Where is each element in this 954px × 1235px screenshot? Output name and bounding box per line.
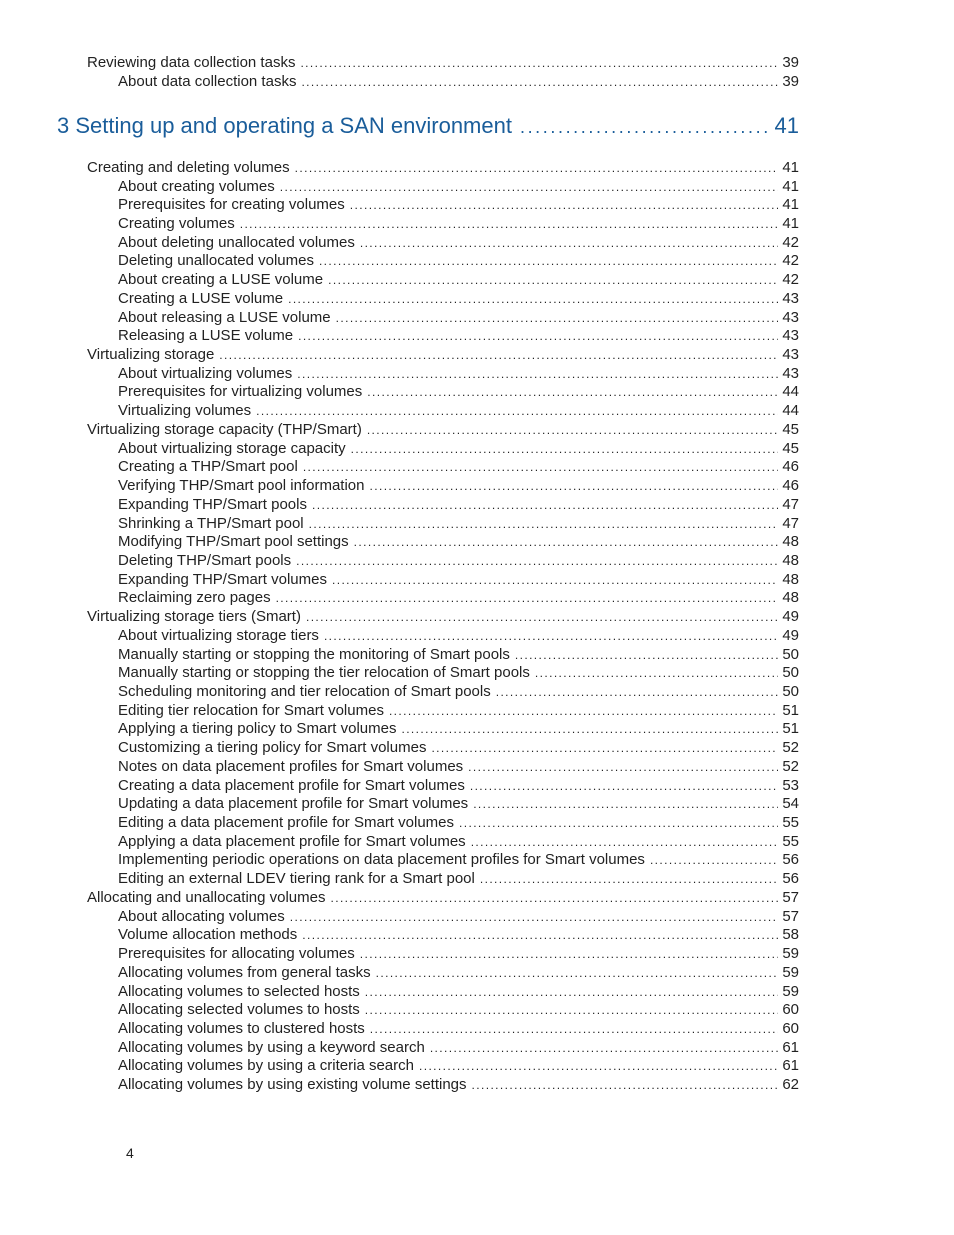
toc-subsection-entry[interactable] [118, 833, 799, 852]
dot-leader [319, 252, 778, 270]
entry-page: 39 [782, 72, 799, 90]
toc-subsection-entry[interactable] [118, 983, 799, 1002]
page-number: 4 [126, 1145, 134, 1161]
toc-subsection-entry[interactable] [118, 851, 799, 870]
entry-title: Applying a tiering policy to Smart volumes [118, 720, 397, 738]
toc-subsection-entry[interactable] [118, 964, 799, 983]
dot-leader [459, 814, 778, 832]
entry-page: 39 [782, 54, 799, 71]
dot-leader [288, 290, 778, 308]
toc-subsection-entry[interactable] [118, 683, 799, 702]
entry-page: 41 [782, 177, 799, 195]
toc-subsection-entry[interactable] [118, 458, 799, 477]
toc-subsection-entry[interactable] [118, 1001, 799, 1020]
entry-title: Modifying THP/Smart pool settings [118, 533, 349, 551]
dot-leader [472, 1076, 779, 1094]
dot-leader [535, 664, 778, 682]
entry-page: 55 [782, 832, 799, 850]
entry-page: 48 [782, 533, 799, 551]
entry-page: 59 [782, 963, 799, 981]
toc-section-entry[interactable] [87, 608, 799, 627]
dot-leader [219, 346, 778, 364]
entry-page: 50 [782, 682, 799, 700]
entry-page: 48 [782, 570, 799, 588]
dot-leader [351, 440, 779, 458]
toc-subsection-entry[interactable] [118, 908, 799, 927]
dot-leader [360, 234, 778, 252]
toc-subsection-entry[interactable] [118, 627, 799, 646]
entry-title: Reviewing data collection tasks [87, 54, 296, 71]
toc-subsection-entry[interactable] [118, 589, 799, 608]
toc-subsection-entry[interactable] [118, 402, 799, 421]
entry-page: 44 [782, 402, 799, 420]
dot-leader [650, 851, 778, 869]
entry-title: Prerequisites for creating volumes [118, 196, 345, 214]
dot-leader [376, 964, 779, 982]
toc-subsection-entry[interactable] [118, 73, 799, 92]
entry-title: Implementing periodic operations on data placement profiles for Smart volumes [118, 851, 645, 869]
entry-title: Creating a LUSE volume [118, 289, 284, 307]
entry-page: 60 [782, 1019, 799, 1037]
entry-title: About virtualizing volumes [118, 364, 293, 382]
toc-subsection-entry[interactable] [118, 777, 799, 796]
entry-title: Reclaiming zero pages [118, 589, 271, 607]
entry-title: Allocating volumes from general tasks [118, 963, 371, 981]
entry-title: Allocating volumes to selected hosts [118, 982, 360, 1000]
dot-leader [336, 309, 779, 327]
entry-title: About allocating volumes [118, 907, 285, 925]
entry-title: Editing tier relocation for Smart volumes [118, 701, 384, 719]
entry-title: Scheduling monitoring and tier relocation of Smart pools [118, 682, 491, 700]
dot-leader [276, 589, 779, 607]
toc-subsection-entry[interactable] [118, 271, 799, 290]
dot-leader [324, 627, 778, 645]
entry-page: 43 [782, 327, 799, 345]
toc-subsection-entry[interactable] [118, 1020, 799, 1039]
dot-leader [471, 833, 779, 851]
entry-page: 62 [782, 1076, 799, 1094]
entry-page: 41 [782, 158, 799, 176]
entry-page: 55 [782, 814, 799, 832]
entry-page: 47 [782, 495, 799, 513]
entry-title: Prerequisites for allocating volumes [118, 945, 355, 963]
entry-page: 43 [782, 289, 799, 307]
toc-subsection-entry[interactable] [118, 1057, 799, 1076]
entry-page: 61 [782, 1057, 799, 1075]
entry-page: 47 [782, 514, 799, 532]
entry-page: 42 [782, 271, 799, 289]
entry-title: Volume allocation methods [118, 926, 298, 944]
dot-leader [370, 1020, 779, 1038]
dot-leader [473, 795, 778, 813]
toc-subsection-entry[interactable] [118, 814, 799, 833]
dot-leader [303, 458, 779, 476]
dot-leader [240, 215, 779, 233]
entry-title: Manually starting or stopping the monitoring of Smart pools [118, 645, 510, 663]
toc-subsection-entry[interactable] [118, 552, 799, 571]
toc-subsection-entry[interactable] [118, 533, 799, 552]
entry-title: Virtualizing volumes [118, 402, 252, 420]
entry-title: Virtualizing storage tiers (Smart) [87, 608, 301, 626]
entry-title: Creating a data placement profile for Smart volumes [118, 776, 465, 794]
toc-subsection-entry[interactable] [118, 234, 799, 253]
entry-page: 56 [782, 851, 799, 869]
entry-page: 46 [782, 458, 799, 476]
dot-leader [280, 178, 779, 196]
dot-leader [360, 945, 779, 963]
dot-leader [295, 159, 779, 177]
toc-section-entry[interactable] [87, 889, 799, 908]
entry-title: Allocating volumes by using a criteria search [118, 1057, 414, 1075]
entry-page: 59 [782, 982, 799, 1000]
dot-leader [350, 196, 779, 214]
entry-page: 51 [782, 720, 799, 738]
entry-title: Editing an external LDEV tiering rank for a Smart pool [118, 870, 475, 888]
toc-subsection-entry[interactable] [118, 440, 799, 459]
entry-page: 61 [782, 1038, 799, 1056]
entry-page: 45 [782, 420, 799, 438]
dot-leader [367, 383, 778, 401]
dot-leader [496, 683, 779, 701]
entry-title: Deleting THP/Smart pools [118, 551, 292, 569]
toc-subsection-entry[interactable] [118, 365, 799, 384]
dot-leader [312, 496, 778, 514]
toc-subsection-entry[interactable] [118, 795, 799, 814]
entry-page: 44 [782, 383, 799, 401]
toc-subsection-entry[interactable] [118, 720, 799, 739]
dot-leader [306, 608, 778, 626]
entry-page: 57 [782, 888, 799, 906]
entry-title: Prerequisites for virtualizing volumes [118, 383, 363, 401]
dot-leader [401, 720, 778, 738]
toc-subsection-entry[interactable] [118, 215, 799, 234]
toc-section-entry[interactable] [87, 346, 799, 365]
entry-page: 42 [782, 233, 799, 251]
entry-page: 43 [782, 364, 799, 382]
dot-leader [256, 402, 778, 420]
toc-subsection-entry[interactable] [118, 664, 799, 683]
dot-leader [470, 777, 778, 795]
dot-leader [332, 571, 778, 589]
dot-leader [330, 889, 778, 907]
dot-leader [302, 926, 778, 944]
entry-page: 53 [782, 776, 799, 794]
entry-page: 57 [782, 907, 799, 925]
toc-subsection-entry[interactable] [118, 196, 799, 215]
entry-page: 46 [782, 477, 799, 495]
entry-page: 59 [782, 945, 799, 963]
entry-page: 45 [782, 439, 799, 457]
toc-subsection-entry[interactable] [118, 926, 799, 945]
entry-title: Expanding THP/Smart volumes [118, 570, 327, 588]
entry-title: Customizing a tiering policy for Smart volumes [118, 739, 427, 757]
entry-title: Updating a data placement profile for Smart volumes [118, 795, 469, 813]
dot-leader [301, 73, 778, 91]
toc-subsection-entry[interactable] [118, 945, 799, 964]
toc-section-entry[interactable] [87, 159, 799, 178]
dot-leader [370, 477, 779, 495]
entry-title: Allocating and unallocating volumes [87, 888, 326, 906]
entry-page: 48 [782, 589, 799, 607]
dot-leader [431, 739, 778, 757]
entry-title: Shrinking a THP/Smart pool [118, 514, 304, 532]
entry-page: 43 [782, 346, 799, 364]
dot-leader [298, 327, 778, 345]
entry-page: 41 [782, 196, 799, 214]
entry-title: Editing a data placement profile for Smart volumes [118, 814, 454, 832]
dot-leader [365, 1001, 779, 1019]
entry-page: 41 [782, 214, 799, 232]
toc-subsection-entry[interactable] [118, 496, 799, 515]
dot-leader [515, 646, 778, 664]
dot-leader [354, 533, 779, 551]
entry-title: Allocating selected volumes to hosts [118, 1001, 360, 1019]
toc-subsection-entry[interactable] [118, 758, 799, 777]
dot-leader [430, 1039, 778, 1057]
chapter-heading[interactable] [57, 113, 799, 140]
dot-leader [480, 870, 778, 888]
toc-subsection-entry[interactable] [118, 252, 799, 271]
entry-page: 42 [782, 252, 799, 270]
entry-page: 51 [782, 701, 799, 719]
entry-page: 56 [782, 870, 799, 888]
dot-leader [365, 983, 779, 1001]
dot-leader [328, 271, 778, 289]
entry-title: Creating a THP/Smart pool [118, 458, 298, 476]
toc-subsection-entry[interactable] [118, 870, 799, 889]
entry-page: 50 [782, 664, 799, 682]
toc-subsection-entry[interactable] [118, 477, 799, 496]
toc-section-entry[interactable] [87, 421, 799, 440]
chapter-title: 3 Setting up and operating a SAN environment [57, 113, 512, 138]
entry-title: Allocating volumes by using existing volume settings [118, 1076, 467, 1094]
toc-subsection-entry[interactable] [118, 309, 799, 328]
entry-page: 48 [782, 551, 799, 569]
dot-leader [297, 365, 778, 383]
entry-title: Notes on data placement profiles for Smart volumes [118, 757, 464, 775]
dot-leader [296, 552, 778, 570]
dot-leader [290, 908, 779, 926]
dot-leader [468, 758, 778, 776]
chapter-page: 41 [774, 113, 799, 138]
entry-page: 58 [782, 926, 799, 944]
entry-title: About releasing a LUSE volume [118, 308, 331, 326]
entry-title: Virtualizing storage capacity (THP/Smart) [87, 420, 362, 438]
dot-leader [520, 114, 769, 140]
entry-page: 43 [782, 308, 799, 326]
entry-title: About virtualizing storage capacity [118, 439, 346, 457]
dot-leader [419, 1057, 778, 1075]
toc-subsection-entry[interactable] [118, 178, 799, 197]
toc-subsection-entry[interactable] [118, 739, 799, 758]
entry-title: Deleting unallocated volumes [118, 252, 314, 270]
toc-subsection-entry[interactable] [118, 383, 799, 402]
entry-title: About creating a LUSE volume [118, 271, 324, 289]
entry-title: Applying a data placement profile for Smart volumes [118, 832, 466, 850]
entry-title: About virtualizing storage tiers [118, 626, 319, 644]
entry-title: Virtualizing storage [87, 346, 215, 364]
dot-leader [389, 702, 778, 720]
entry-page: 49 [782, 626, 799, 644]
dot-leader [300, 54, 778, 72]
toc-subsection-entry[interactable] [118, 702, 799, 721]
dot-leader [367, 421, 778, 439]
entry-page: 52 [782, 739, 799, 757]
entry-page: 60 [782, 1001, 799, 1019]
toc-subsection-entry[interactable] [118, 1039, 799, 1058]
entry-title: Allocating volumes by using a keyword search [118, 1038, 425, 1056]
entry-page: 49 [782, 608, 799, 626]
entry-title: Manually starting or stopping the tier relocation of Smart pools [118, 664, 530, 682]
toc-subsection-entry[interactable] [118, 327, 799, 346]
entry-title: About data collection tasks [118, 72, 297, 90]
entry-title: Creating and deleting volumes [87, 158, 290, 176]
entry-page: 50 [782, 645, 799, 663]
entry-title: Creating volumes [118, 214, 235, 232]
entry-title: About creating volumes [118, 177, 275, 195]
toc-subsection-entry[interactable] [118, 571, 799, 590]
toc-subsection-entry[interactable] [118, 515, 799, 534]
entry-title: Releasing a LUSE volume [118, 327, 294, 345]
toc-section-entry[interactable] [87, 54, 799, 73]
entry-page: 54 [782, 795, 799, 813]
entry-title: Verifying THP/Smart pool information [118, 477, 365, 495]
toc-subsection-entry[interactable] [118, 290, 799, 309]
entry-title: Allocating volumes to clustered hosts [118, 1019, 365, 1037]
entry-title: About deleting unallocated volumes [118, 233, 355, 251]
toc-subsection-entry[interactable] [118, 1076, 799, 1095]
toc-subsection-entry[interactable] [118, 646, 799, 665]
dot-leader [309, 515, 779, 533]
entry-title: Expanding THP/Smart pools [118, 495, 307, 513]
entry-page: 52 [782, 757, 799, 775]
